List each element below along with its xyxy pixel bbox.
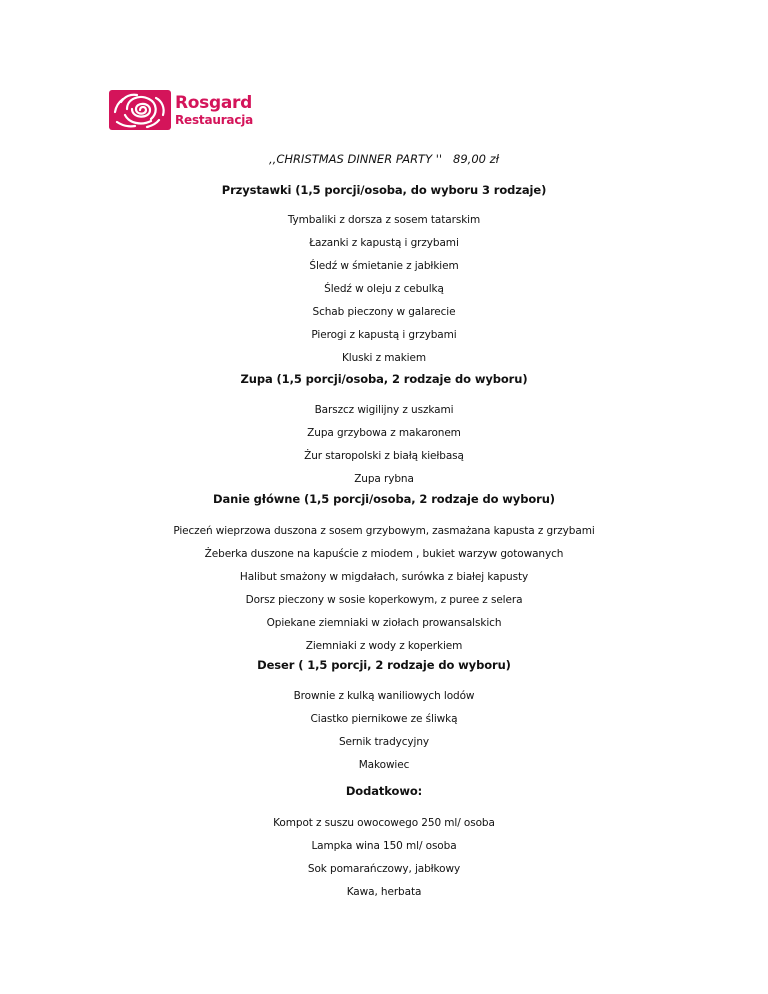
menu-item: Ziemniaki z wody z koperkiem [305,640,463,652]
menu-item: Śledź w śmietanie z jabłkiem [309,260,459,272]
menu-item: Kluski z makiem [342,352,426,364]
restaurant-logo [109,90,253,130]
menu-item: Łazanki z kapustą i grzybami [309,237,459,249]
menu-item: Tymbaliki z dorsza z sosem tatarskim [287,214,481,226]
menu-item: Pieczeń wieprzowa duszona z sosem grzybowym, zasmażana kapusta z grzybami [173,525,595,537]
menu-item: Barszcz wigilijny z uszkami [314,404,454,416]
menu-item: Dorsz pieczony w sosie koperkowym, z puree z selera [245,594,523,606]
menu-item: Żur staropolski z białą kiełbasą [304,450,464,462]
menu-item: Opiekane ziemniaki w ziołach prowansalskich [266,617,502,629]
menu-item: Żeberka duszone na kapuście z miodem , bukiet warzyw gotowanych [204,548,564,560]
menu-item: Sernik tradycyjny [338,736,430,748]
menu-item: Ciastko piernikowe ze śliwką [310,713,458,725]
menu-item: Kompot z suszu owocowego 250 ml/ osoba [273,817,495,829]
menu-item: Schab pieczony w galarecie [312,306,456,318]
menu-item: Śledź w oleju z cebulką [324,283,444,295]
menu-item: Sok pomarańczowy, jabłkowy [307,863,461,875]
menu-item: Pierogi z kapustą i grzybami [311,329,457,341]
brand-subtitle: Restauracja [175,112,254,127]
menu-item: Makowiec [358,759,410,771]
menu-item: Brownie z kulką waniliowych lodów [293,690,475,702]
rose-icon [109,90,171,130]
menu-item: Lampka wina 150 ml/ osoba [311,840,457,852]
menu-item: Halibut smażony w migdałach, surówka z białej kapusty [239,571,529,583]
brand-name: Rosgard [175,92,252,113]
section-title-main-course: Danie główne (1,5 porcji/osoba, 2 rodzaje do wyboru) [213,492,555,506]
menu-item: Kawa, herbata [346,886,422,898]
menu-title: ,,CHRISTMAS DINNER PARTY '' 89,00 zł [269,152,499,166]
section-title-extras: Dodatkowo: [345,784,423,798]
menu-item: Zupa rybna [354,473,414,485]
section-title-dessert: Deser ( 1,5 porcji, 2 rodzaje do wyboru) [257,658,511,672]
section-title-soup: Zupa (1,5 porcji/osoba, 2 rodzaje do wyboru) [240,372,528,386]
menu-item: Zupa grzybowa z makaronem [307,427,461,439]
section-title-appetizers: Przystawki (1,5 porcji/osoba, do wyboru 3 rodzaje) [221,183,547,197]
